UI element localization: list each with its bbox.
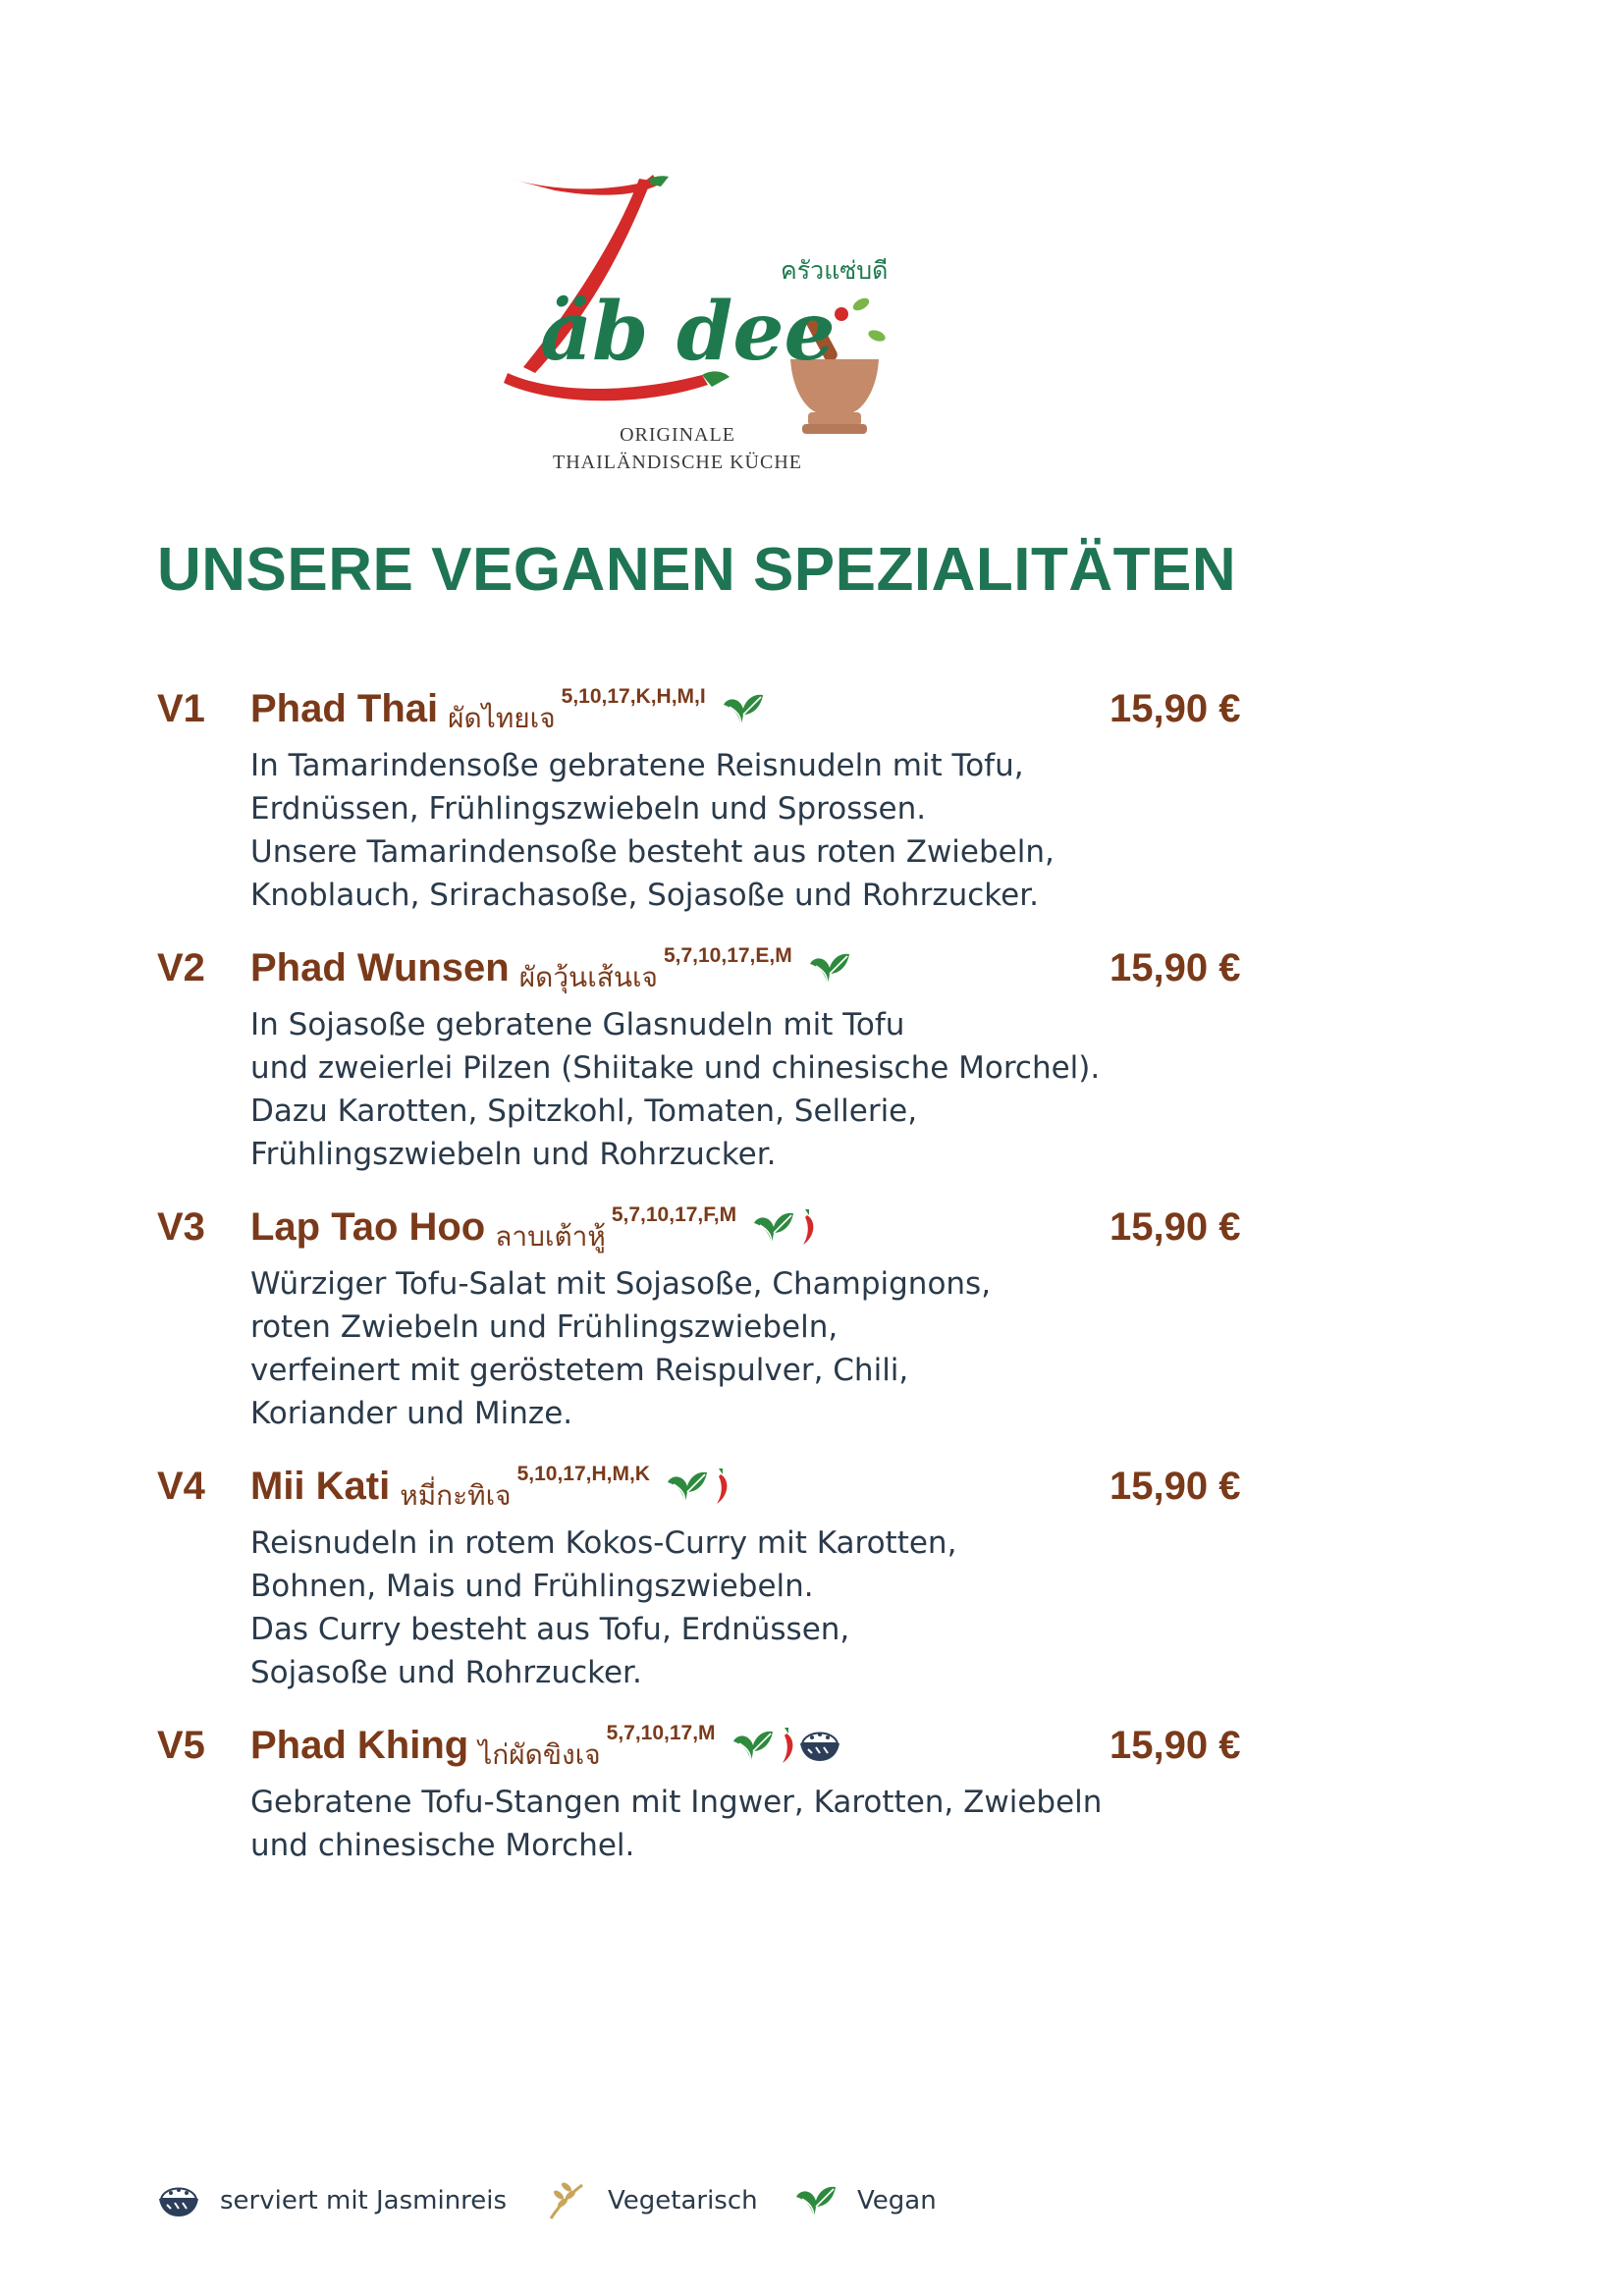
description-line: Gebratene Tofu-Stangen mit Ingwer, Karotten, Zwiebeln bbox=[250, 1785, 1103, 1820]
item-description bbox=[250, 744, 1055, 917]
description-line: Bohnen, Mais und Frühlingszwiebeln. bbox=[250, 1569, 814, 1604]
legend-label: Vegetarisch bbox=[608, 2186, 758, 2216]
item-price: 15,90 € bbox=[1110, 1205, 1241, 1249]
rice-bowl-icon bbox=[157, 2181, 200, 2220]
menu-item-v1 bbox=[0, 687, 1624, 933]
item-allergens: 5,7,10,17,F,M bbox=[611, 1203, 737, 1226]
description-line: Knoblauch, Srirachasoße, Sojasoße und Rohrzucker. bbox=[250, 878, 1039, 913]
item-thai-name: หมี่กะทิเจ bbox=[400, 1479, 512, 1512]
item-icons bbox=[728, 1726, 841, 1765]
item-allergens: 5,7,10,17,E,M bbox=[663, 944, 792, 967]
description-line: Würziger Tofu-Salat mit Sojasoße, Champignons, bbox=[250, 1266, 992, 1302]
rice-bowl-icon bbox=[798, 1726, 841, 1765]
item-price: 15,90 € bbox=[1110, 687, 1241, 730]
item-code: V1 bbox=[157, 687, 205, 730]
legend-rice bbox=[157, 2181, 507, 2220]
item-title-line bbox=[250, 1205, 817, 1256]
item-allergens: 5,10,17,H,M,K bbox=[516, 1463, 650, 1485]
item-description bbox=[250, 1781, 1102, 1867]
page-heading: UNSERE VEGANEN SPEZIALITÄTEN bbox=[157, 536, 1237, 604]
vegan-icon bbox=[718, 689, 765, 728]
vegan-icon bbox=[662, 1467, 709, 1506]
vegan-icon bbox=[748, 1207, 795, 1247]
wheat-icon bbox=[545, 2181, 588, 2220]
item-name: Phad Wunsen bbox=[250, 946, 510, 989]
description-line: Erdnüssen, Frühlingszwiebeln und Sprossen. bbox=[250, 791, 927, 827]
item-price: 15,90 € bbox=[1110, 1724, 1241, 1767]
legend-label: Vegan bbox=[857, 2186, 937, 2216]
description-line: und chinesische Morchel. bbox=[250, 1828, 635, 1863]
item-description bbox=[250, 1522, 956, 1694]
item-title-line bbox=[250, 1465, 731, 1516]
item-code: V3 bbox=[157, 1205, 205, 1249]
item-price: 15,90 € bbox=[1110, 946, 1241, 989]
svg-text:äb dee: äb dee bbox=[540, 285, 836, 379]
menu-item-v3 bbox=[0, 1205, 1624, 1451]
description-line: roten Zwiebeln und Frühlingszwiebeln, bbox=[250, 1309, 839, 1345]
item-description bbox=[250, 1003, 1100, 1176]
menu-item-v4 bbox=[0, 1465, 1624, 1710]
logo-tagline-2: THAILÄNDISCHE KÜCHE bbox=[553, 452, 802, 473]
legend-label: serviert mit Jasminreis bbox=[220, 2186, 508, 2216]
item-icons bbox=[804, 948, 851, 988]
item-name: Phad Khing bbox=[250, 1724, 469, 1767]
description-line: Reisnudeln in rotem Kokos-Curry mit Karotten, bbox=[250, 1525, 957, 1561]
description-line: Frühlingszwiebeln und Rohrzucker. bbox=[250, 1137, 777, 1172]
description-line: Unsere Tamarindensoße besteht aus roten Zwiebeln, bbox=[250, 834, 1055, 870]
item-icons bbox=[718, 689, 765, 728]
description-line: Sojasoße und Rohrzucker. bbox=[250, 1655, 642, 1690]
chili-icon bbox=[711, 1467, 731, 1506]
chili-icon bbox=[777, 1726, 796, 1765]
item-title-line bbox=[250, 687, 765, 738]
item-description bbox=[250, 1262, 991, 1435]
item-icons bbox=[662, 1467, 731, 1506]
item-icons bbox=[748, 1207, 817, 1247]
menu-item-v5 bbox=[0, 1724, 1624, 1969]
logo-tagline-1: ORIGINALE bbox=[620, 424, 735, 446]
description-line: und zweierlei Pilzen (Shiitake und chinesische Morchel). bbox=[250, 1050, 1101, 1086]
vegan-icon bbox=[790, 2181, 838, 2220]
vegan-icon bbox=[804, 948, 851, 988]
item-title-line bbox=[250, 1724, 841, 1775]
item-thai-name: ไก่ผัดขิงเจ bbox=[478, 1738, 601, 1771]
item-name: Mii Kati bbox=[250, 1465, 391, 1508]
item-allergens: 5,7,10,17,M bbox=[606, 1722, 716, 1744]
item-price: 15,90 € bbox=[1110, 1465, 1241, 1508]
description-line: In Tamarindensoße gebratene Reisnudeln mit Tofu, bbox=[250, 748, 1024, 783]
chili-icon bbox=[797, 1207, 817, 1247]
description-line: Dazu Karotten, Spitzkohl, Tomaten, Sellerie, bbox=[250, 1094, 918, 1129]
description-line: Das Curry besteht aus Tofu, Erdnüssen, bbox=[250, 1612, 850, 1647]
logo-thai-name: ครัวแซ่บดี bbox=[781, 256, 889, 285]
vegan-icon bbox=[728, 1726, 775, 1765]
item-code: V4 bbox=[157, 1465, 205, 1508]
item-title-line bbox=[250, 946, 851, 997]
description-line: verfeinert mit geröstetem Reispulver, Chili, bbox=[250, 1353, 909, 1388]
item-thai-name: ผัดไทยเจ bbox=[448, 702, 556, 734]
item-code: V2 bbox=[157, 946, 205, 989]
item-thai-name: ลาบเต้าหู้ bbox=[495, 1220, 606, 1253]
legend-vegan bbox=[790, 2181, 937, 2220]
description-line: In Sojasoße gebratene Glasnudeln mit Tofu bbox=[250, 1007, 905, 1042]
item-name: Lap Tao Hoo bbox=[250, 1205, 486, 1249]
legend-vegetarian bbox=[545, 2181, 758, 2220]
item-thai-name: ผัดวุ้นเส้นเจ bbox=[518, 961, 658, 993]
item-name: Phad Thai bbox=[250, 687, 439, 730]
item-allergens: 5,10,17,K,H,M,I bbox=[561, 685, 706, 708]
menu-item-v2 bbox=[0, 946, 1624, 1192]
description-line: Koriander und Minze. bbox=[250, 1396, 573, 1431]
item-code: V5 bbox=[157, 1724, 205, 1767]
